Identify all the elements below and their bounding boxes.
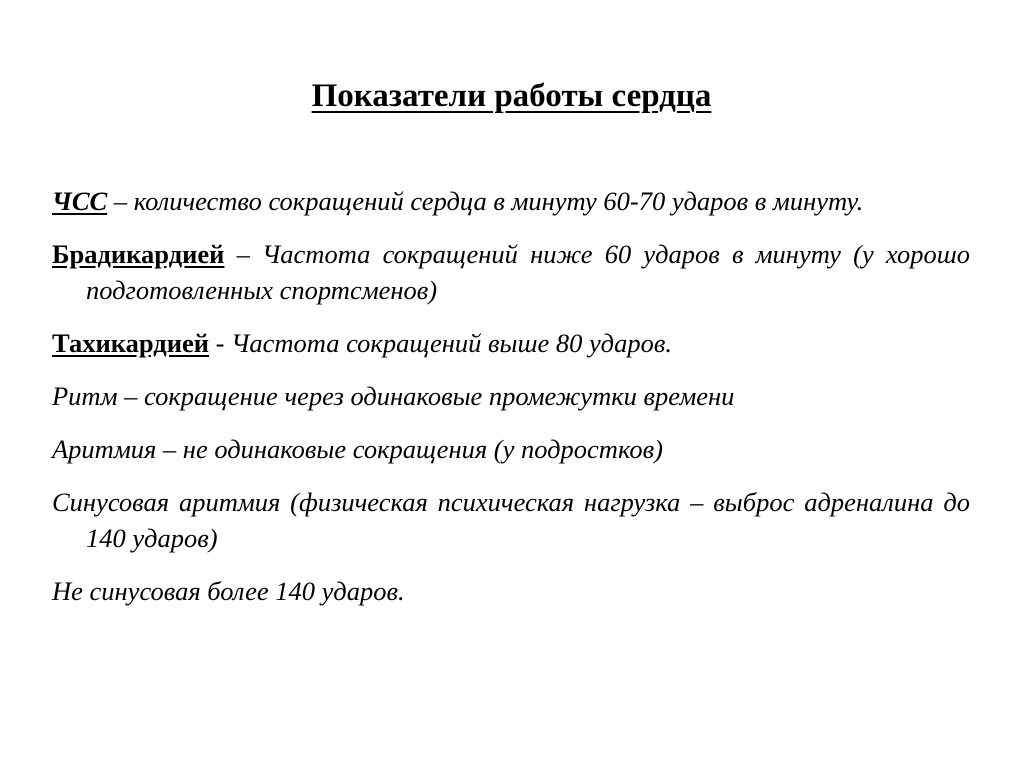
term-tachycardia: Тахикардией <box>52 328 209 358</box>
paragraph-sinus-arrhythmia: Синусовая аритмия (физическая психическая нагрузка – выброс адреналина до 140 ударов) <box>52 487 970 553</box>
definition-bradycardia: Частота сокращений ниже 60 ударов в минуту (у хорошо подготовленных спортсменов) <box>86 239 971 305</box>
paragraph-tachycardia <box>52 325 970 361</box>
definition-tachycardia: Частота сокращений выше 80 ударов. <box>231 328 672 358</box>
paragraph-non-sinus: Не синусовая более 140 ударов. <box>52 576 405 606</box>
separator-tachycardia: - <box>209 328 232 358</box>
slide-title: Показатели работы сердца <box>311 78 712 114</box>
paragraph-rhythm: Ритм – сокращение через одинаковые промежутки времени <box>52 381 735 411</box>
paragraph-arrhythmia: Аритмия – не одинаковые сокращения (у подростков) <box>52 434 663 464</box>
paragraph-hr <box>52 183 970 219</box>
term-bradycardia: Брадикардией <box>52 239 225 269</box>
term-hr: ЧСС <box>52 186 108 216</box>
slide-body <box>52 183 970 626</box>
definition-hr: количество сокращений сердца в минуту 60-70 ударов в минуту. <box>133 186 864 216</box>
separator-hr: – <box>107 186 134 216</box>
separator-bradycardia: – <box>224 239 263 269</box>
paragraph-bradycardia <box>52 236 970 308</box>
